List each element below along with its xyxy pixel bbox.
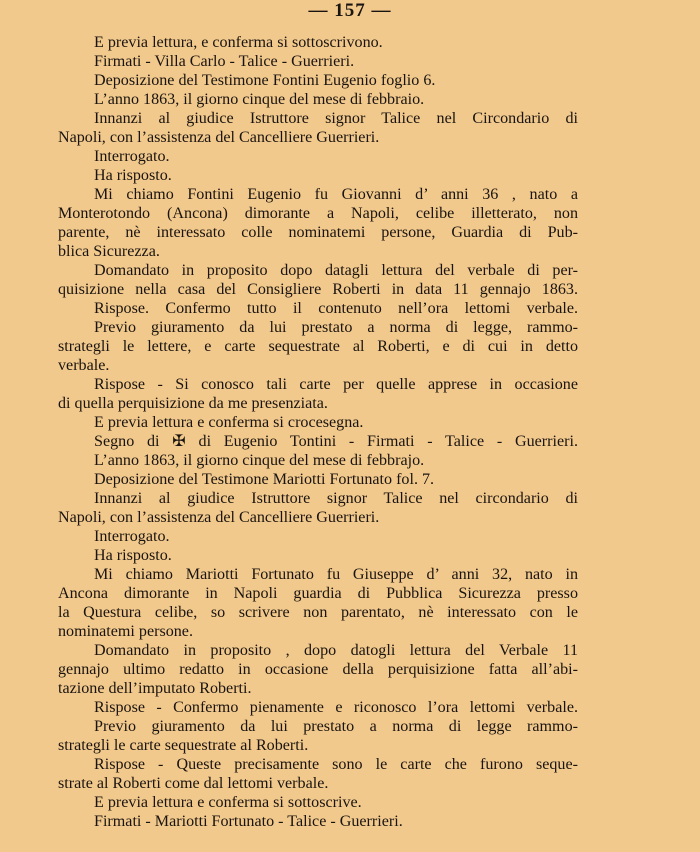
text-line: Deposizione del Testimone Mariotti Fortunato fol. 7.: [94, 471, 435, 488]
document-body: [58, 33, 578, 831]
text-line: L’anno 1863, il giorno cinque del mese di febbrajo.: [94, 452, 425, 469]
text-line: blica Sicurezza.: [58, 243, 160, 260]
text-line: Mi chiamo Mariotti Fortunato fu Giuseppe d’ anni 32, nato in: [94, 566, 578, 583]
text-line: Monterotondo (Ancona) dimorante a Napoli, celibe illetterato, non: [58, 205, 578, 222]
text-line: Rispose - Si conosco tali carte per quelle apprese in occasione: [94, 376, 578, 393]
text-line: gennajo ultimo redatto in occasione della perquisizione fatta all’abi-: [58, 661, 578, 678]
text-line: strategli le carte sequestrate al Roberti.: [58, 737, 309, 754]
text-line: Rispose - Confermo pienamente e riconosco l’ora lettomi verbale.: [94, 699, 578, 716]
text-line: Interrogato.: [94, 148, 170, 165]
text-line: E previa lettura e conferma si crocesegna.: [94, 414, 364, 431]
text-line: strate al Roberti come dal lettomi verbale.: [58, 775, 329, 792]
text-line: L’anno 1863, il giorno cinque del mese di febbraio.: [94, 91, 425, 108]
text-line: Deposizione del Testimone Fontini Eugenio foglio 6.: [94, 72, 436, 89]
text-line: quisizione nella casa del Consigliere Roberti in data 11 gennajo 1863.: [58, 281, 578, 298]
text-line: Firmati - Mariotti Fortunato - Talice - Guerrieri.: [94, 813, 403, 830]
text-line: tazione dell’imputato Roberti.: [58, 680, 252, 697]
text-line: Interrogato.: [94, 528, 170, 545]
text-line: E previa lettura, e conferma si sottoscrivono.: [94, 34, 383, 51]
text-line: Ancona dimorante in Napoli guardia di Pubblica Sicurezza presso: [58, 585, 578, 602]
text-line: di quella perquisizione da me presenziata.: [58, 395, 328, 412]
text-line: Rispose. Confermo tutto il contenuto nell’ora lettomi verbale.: [94, 300, 578, 317]
text-line: parente, nè interessato colle nominatemi persone, Guardia di Pub-: [58, 224, 578, 241]
text-line: Napoli, con l’assistenza del Cancelliere Guerrieri.: [58, 509, 380, 526]
text-line: nominatemi persone.: [58, 623, 193, 640]
text-line: Previo giuramento da lui prestato a norma di legge rammo-: [94, 718, 578, 735]
text-line: E previa lettura e conferma si sottoscrive.: [94, 794, 362, 811]
text-line: la Questura celibe, so scrivere non parentato, nè interessato con le: [58, 604, 578, 621]
text-line: Napoli, con l’assistenza del Cancelliere Guerrieri.: [58, 129, 380, 146]
text-line: Segno di ✠ di Eugenio Tontini - Firmati - Talice - Guerrieri.: [94, 433, 578, 450]
text-line: Domandato in proposito dopo datagli lettura del verbale di per-: [94, 262, 578, 279]
text-line: strategli le lettere, e carte sequestrate al Roberti, e di cui in detto: [58, 338, 578, 355]
text-line: Ha risposto.: [94, 167, 172, 184]
text-line: verbale.: [58, 357, 110, 374]
text-line: Domandato in proposito , dopo datogli lettura del Verbale 11: [94, 642, 578, 659]
text-line: Ha risposto.: [94, 547, 172, 564]
text-line: Previo giuramento da lui prestato a norma di legge, rammo-: [94, 319, 578, 336]
text-line: Firmati - Villa Carlo - Talice - Guerrieri.: [94, 53, 355, 70]
text-line: Innanzi al giudice Istruttore signor Talice nel Circondario di: [94, 110, 578, 127]
page-number: — 157 —: [308, 0, 392, 21]
text-line: Innanzi al giudice Istruttore signor Talice nel circondario di: [94, 490, 578, 507]
text-line: Mi chiamo Fontini Eugenio fu Giovanni d’ anni 36 , nato a: [94, 186, 578, 203]
text-line: Rispose - Queste precisamente sono le carte che furono seque-: [94, 756, 578, 773]
